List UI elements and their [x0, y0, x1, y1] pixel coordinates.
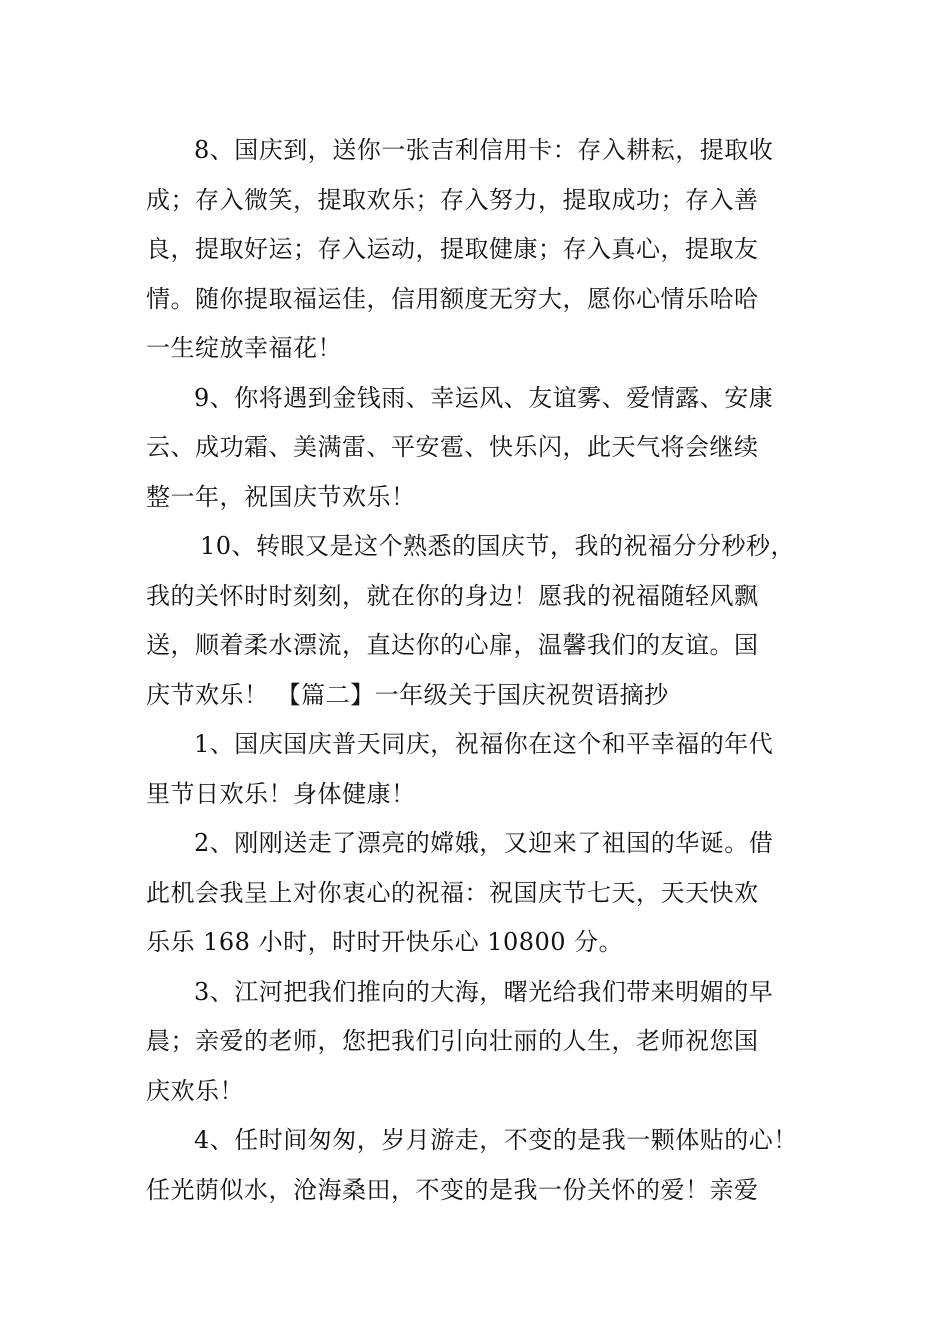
text-line: 8、国庆到，送你一张吉利信用卡：存入耕耘，提取收	[194, 136, 774, 164]
text-line: 整一年，祝国庆节欢乐！	[146, 482, 416, 511]
text-line: 乐乐 168 小时，时时开快乐心 10800 分。	[146, 928, 624, 956]
paragraph-8	[146, 126, 814, 374]
text-line: 里节日欢乐！身体健康！	[146, 779, 416, 808]
text-line: 10、转眼又是这个熟悉的国庆节，我的祝福分分秒秒，	[200, 532, 796, 560]
text-line: 云、成功霜、美满雷、平安雹、快乐闪，此天气将会继续	[146, 433, 759, 461]
paragraph-10	[146, 522, 814, 720]
paragraph-section2-4	[146, 1116, 814, 1215]
text-line: 1、国庆国庆普天同庆，祝福你在这个和平幸福的年代	[194, 730, 774, 758]
paragraph-section2-1	[146, 720, 814, 819]
text-line: 情。随你提取福运佳，信用额度无穷大，愿你心情乐哈哈	[146, 284, 759, 313]
text-line: 3、江河把我们推向的大海，曙光给我们带来明媚的早	[194, 977, 774, 1006]
text-line: 庆节欢乐！ 【篇二】一年级关于国庆祝贺语摘抄	[146, 680, 669, 709]
document-body	[146, 126, 814, 1215]
text-line: 4、任时间匆匆，岁月游走，不变的是我一颗体贴的心！	[194, 1126, 798, 1154]
paragraph-section2-2	[146, 819, 814, 968]
paragraph-section2-3	[146, 968, 814, 1117]
text-line: 庆欢乐！	[146, 1076, 244, 1105]
text-line: 成；存入微笑，提取欢乐；存入努力，提取成功；存入善	[146, 185, 759, 214]
text-line: 任光荫似水，沧海桑田，不变的是我一份关怀的爱！亲爱	[146, 1175, 759, 1204]
text-line: 一生绽放幸福花！	[146, 334, 342, 362]
paragraph-9	[146, 374, 814, 523]
text-line: 晨；亲爱的老师，您把我们引向壮丽的人生，老师祝您国	[146, 1027, 759, 1055]
text-line: 我的关怀时时刻刻，就在你的身边！愿我的祝福随轻风飘	[146, 581, 759, 610]
text-line: 9、你将遇到金钱雨、幸运风、友谊雾、爱情露、安康	[194, 383, 774, 412]
text-line: 2、刚刚送走了漂亮的嫦娥，又迎来了祖国的华诞。借	[194, 829, 774, 857]
text-line: 良，提取好运；存入运动，提取健康；存入真心，提取友	[146, 235, 759, 263]
text-line: 送，顺着柔水漂流，直达你的心扉，温馨我们的友谊。国	[146, 631, 759, 659]
text-line: 此机会我呈上对你衷心的祝福：祝国庆节七天，天天快欢	[146, 878, 759, 907]
